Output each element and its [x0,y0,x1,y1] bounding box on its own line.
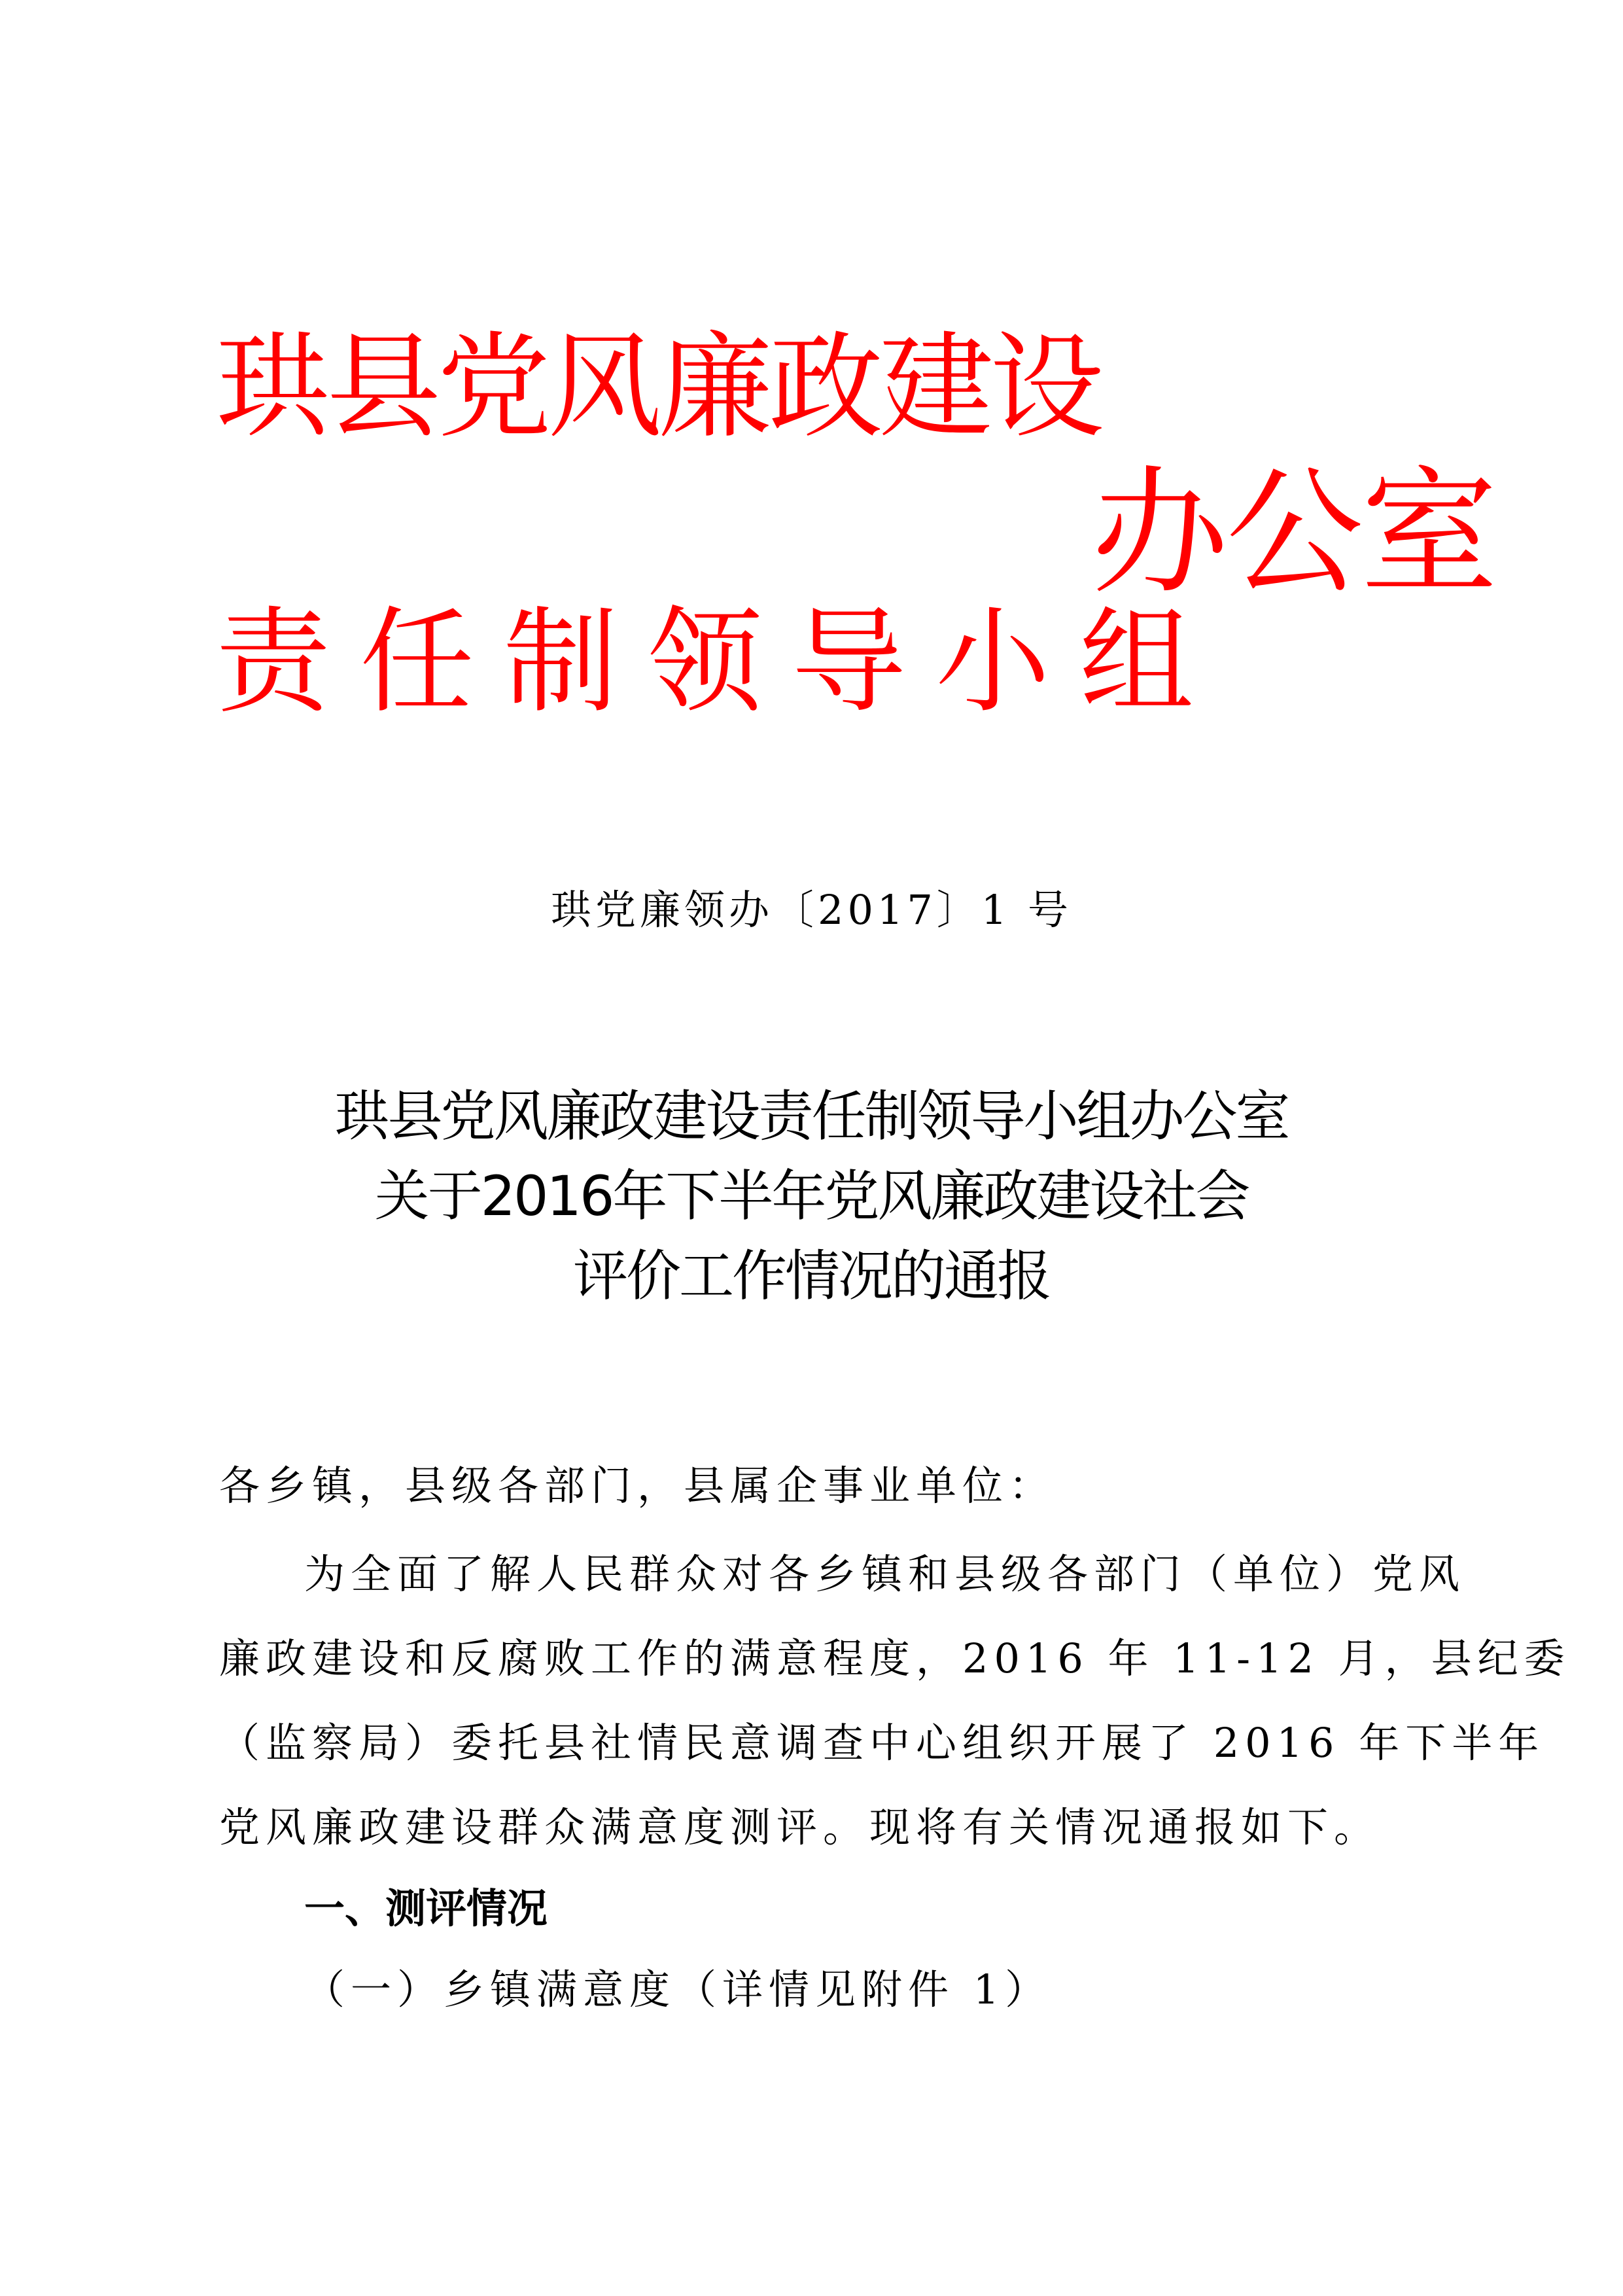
title-line-3: 评价工作情况的通报 [572,1244,1050,1308]
paragraph-line-2: 廉政建设和反腐败工作的满意程度，2016 年 11-12 月，县纪委 [219,1634,1571,1682]
header-org-line2: 责任制领导小组 [216,596,1223,729]
header-org-office: 办公室 [1091,453,1496,613]
header-org-line1: 珙县党风廉政建设 [216,321,1100,454]
document-title [0,1076,1623,1316]
subsection-1-heading: （一）乡镇满意度（详情见附件 1） [304,1966,1052,2013]
section-1-heading: 一、测评情况 [304,1884,548,1932]
title-line-2: 关于2016年下半年党风廉政建设社会 [374,1164,1249,1228]
paragraph-line-1: 为全面了解人民群众对各乡镇和县级各部门（单位）党风 [304,1550,1466,1598]
paragraph-line-4: 党风廉政建设群众满意度测评。现将有关情况通报如下。 [219,1803,1381,1851]
salutation: 各乡镇，县级各部门，县属企事业单位： [219,1462,1056,1510]
title-line-1: 珙县党风廉政建设责任制领导小组办公室 [334,1084,1289,1148]
paragraph-line-3: （监察局）委托县社情民意调查中心组织开展了 2016 年下半年 [219,1719,1545,1767]
document-number: 珙党廉领办〔2017〕1 号 [551,886,1072,934]
